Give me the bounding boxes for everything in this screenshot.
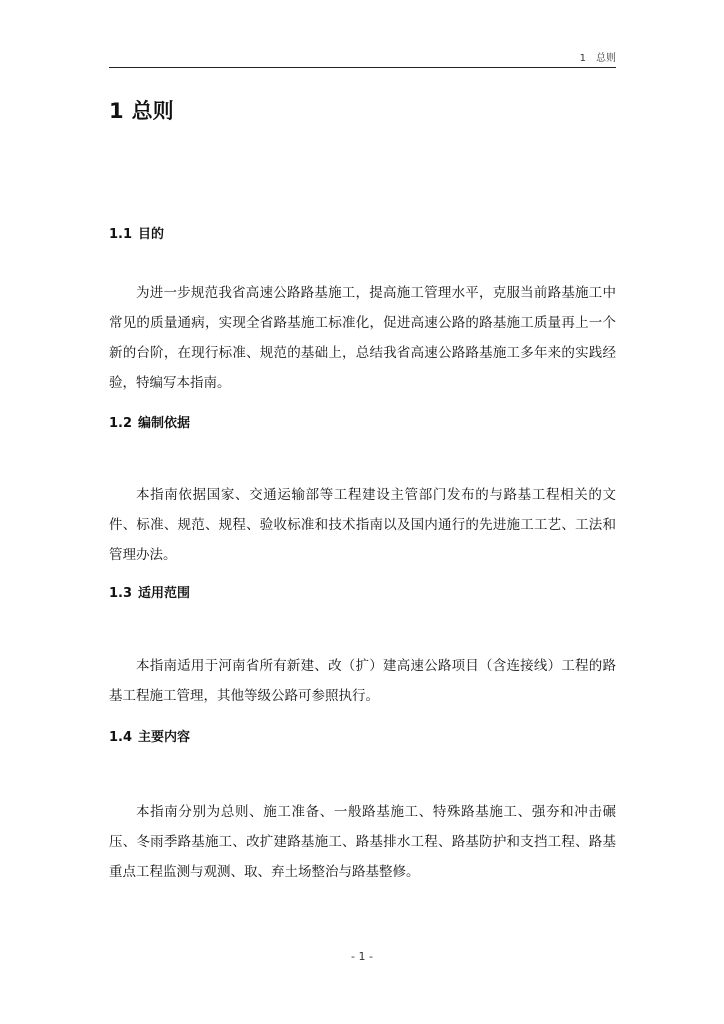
section-number: 1.4 [109,730,133,745]
chapter-title [109,96,174,126]
running-header-chapter-number: 1 [579,53,586,64]
section-number: 1.2 [109,416,133,431]
section-title: 适用范围 [138,586,191,601]
section-title: 目的 [138,227,165,242]
chapter-number: 1 [109,99,124,123]
running-header-chapter-title: 总则 [596,53,616,64]
section-number: 1.1 [109,227,133,242]
section-paragraph: 本指南分别为总则、施工准备、一般路基施工、特殊路基施工、强夯和冲击碾压、冬雨季路基施工、改扩建路基施工、路基排水工程、路基防护和支挡工程、路基重点工程监测与观测、取、弃土场整治与路基整修。 [109,804,616,880]
section-paragraph: 为进一步规范我省高速公路路基施工，提高施工管理水平，克服当前路基施工中常见的质量通病，实现全省路基施工标准化，促进高速公路的路基施工质量再上一个新的台阶，在现行标准、规范的基础上，总结我省高速公路路基施工多年来的实践经验，特编写本指南。 [109,285,616,391]
chapter-title-text: 总则 [131,99,174,123]
section-heading [109,226,616,244]
section-purpose [109,226,616,398]
section-paragraph: 本指南适用于河南省所有新建、改（扩）建高速公路项目（含连接线）工程的路基工程施工管理，其他等级公路可参照执行。 [109,658,616,704]
section-heading [109,729,616,747]
section-main-content [109,729,616,887]
running-header [109,50,616,68]
section-heading [109,415,616,433]
section-title: 主要内容 [138,730,191,745]
section-title: 编制依据 [138,416,191,431]
section-heading [109,585,616,603]
section-paragraph: 本指南依据国家、交通运输部等工程建设主管部门发布的与路基工程相关的文件、标准、规范、规程、验收标准和技术指南以及国内通行的先进施工工艺、工法和管理办法。 [109,487,616,563]
section-basis [109,415,616,570]
section-scope [109,585,616,711]
page-number: - 1 - [351,950,373,963]
section-number: 1.3 [109,586,133,601]
